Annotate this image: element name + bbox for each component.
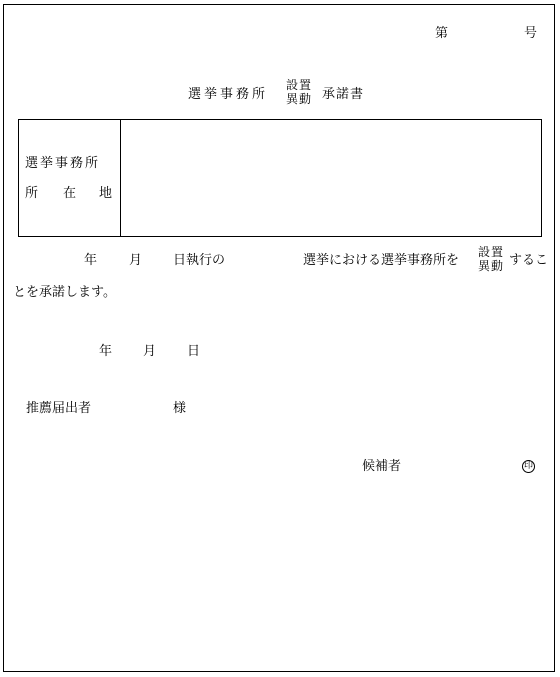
address-table bbox=[18, 119, 542, 237]
recipient-label: 推薦届出者 bbox=[26, 401, 92, 416]
seal-mark: 印 bbox=[523, 461, 533, 471]
body-year: 年 bbox=[84, 253, 98, 268]
body-option-stack bbox=[478, 245, 504, 273]
body-suffix: するこ bbox=[509, 253, 549, 268]
date-year: 年 bbox=[99, 344, 113, 359]
recipient-honorific: 様 bbox=[173, 401, 187, 416]
title-after: 承諾書 bbox=[322, 87, 365, 102]
table-label-char-b: 在 bbox=[63, 186, 77, 201]
title-option-top: 設置 bbox=[286, 78, 313, 92]
body-day-exec: 日執行の bbox=[173, 253, 226, 268]
table-label-char-c: 地 bbox=[99, 186, 113, 201]
body-option-bottom: 異動 bbox=[478, 259, 505, 273]
table-divider bbox=[120, 120, 121, 236]
title-option-bottom: 異動 bbox=[286, 92, 313, 106]
body-option-top: 設置 bbox=[478, 245, 505, 259]
title-option-stack bbox=[286, 78, 312, 106]
number-prefix: 第 bbox=[435, 26, 449, 41]
date-day: 日 bbox=[187, 344, 201, 359]
date-month: 月 bbox=[143, 344, 157, 359]
number-suffix: 号 bbox=[524, 26, 538, 41]
body-month: 月 bbox=[129, 253, 143, 268]
document-frame bbox=[3, 4, 555, 672]
table-label-line1: 選挙事務所 bbox=[25, 156, 101, 171]
table-label-char-a: 所 bbox=[25, 186, 39, 201]
body-election-text: 選挙における選挙事務所を bbox=[303, 253, 460, 268]
title-before: 選挙事務所 bbox=[188, 87, 269, 102]
signature-label: 候補者 bbox=[362, 459, 402, 474]
body-line2: とを承諾します。 bbox=[13, 285, 116, 300]
